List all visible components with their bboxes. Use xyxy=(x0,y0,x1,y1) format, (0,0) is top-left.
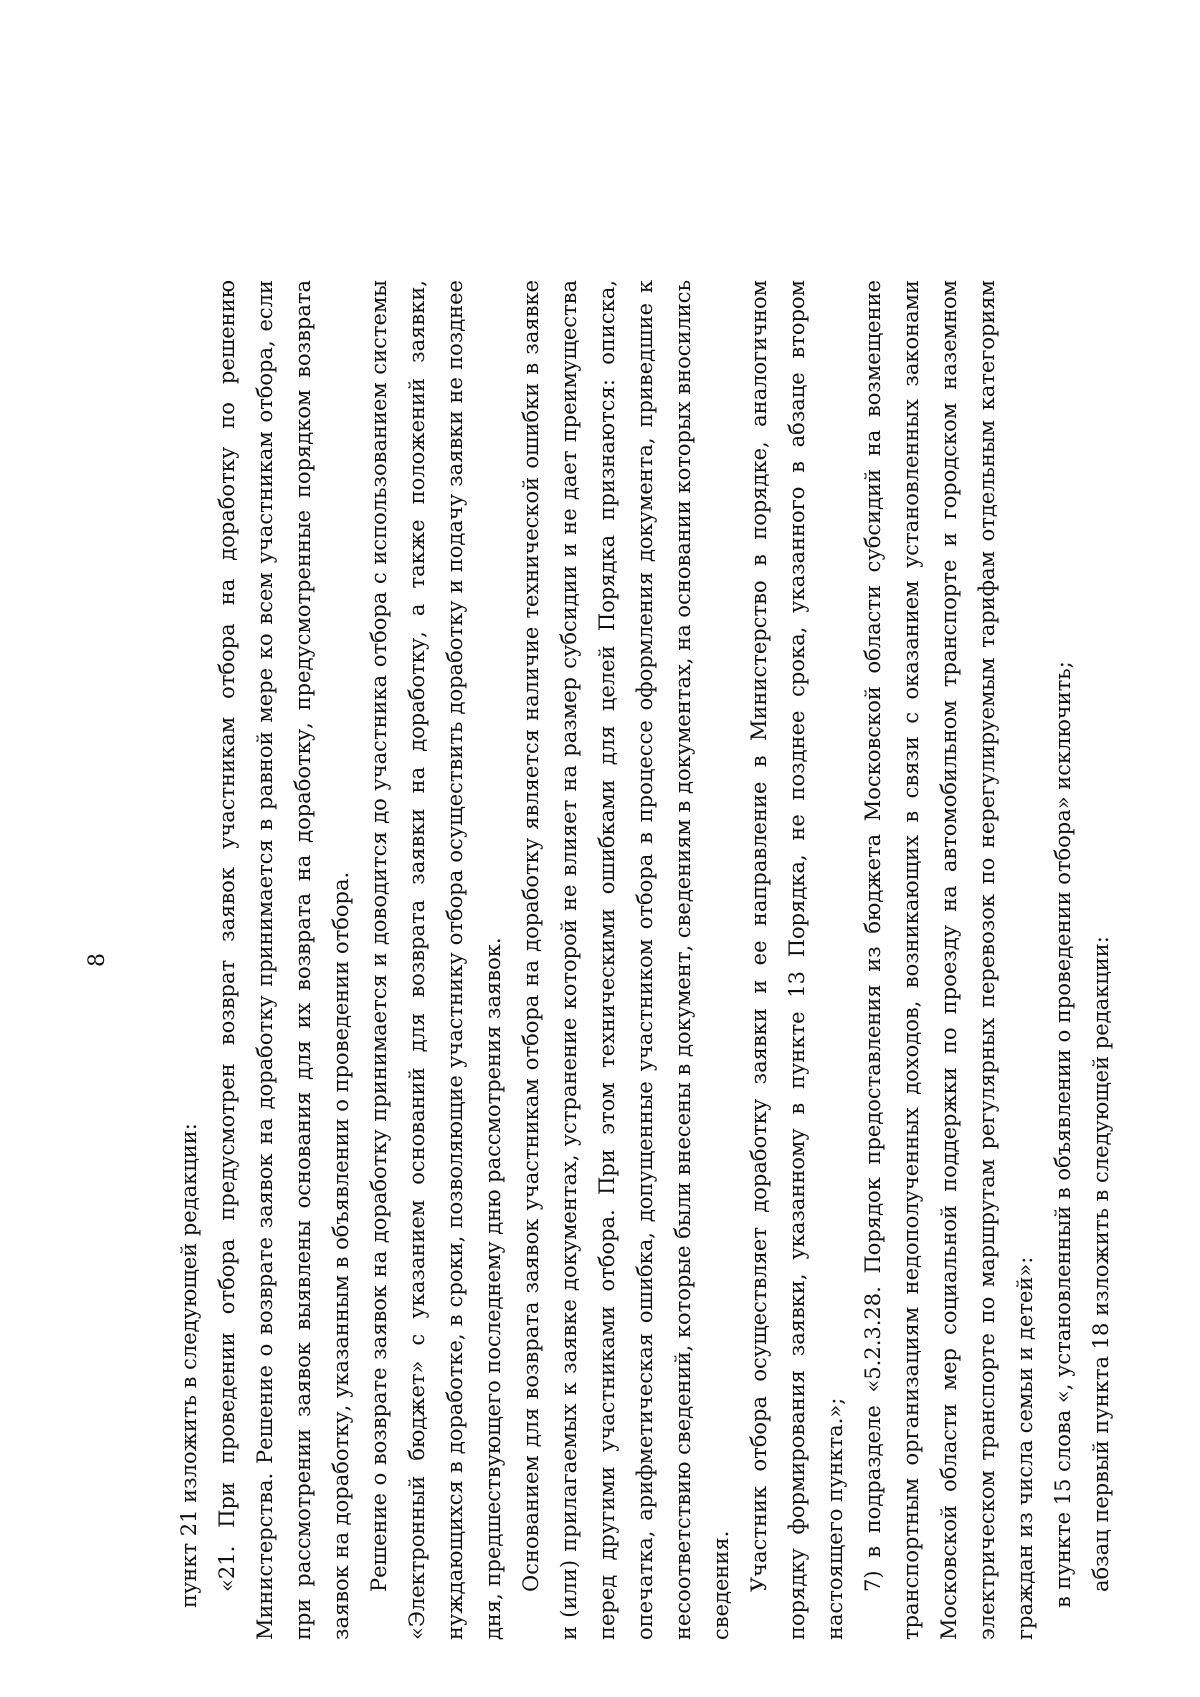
paragraph: «21. При проведении отбора предусмотрен возврат заявок участникам отбора на доработку по решению Министерства. Решение о возврате заявок на доработку принимается в равной мере ко всем участникам отбора, если при рассмотрении заявок выявлены основания для их возврата на доработку, предусмотренные порядком возврата заявок на доработку, указанным в объявлении о проведении отбора. xyxy=(215,280,353,1640)
paragraph: Решение о возврате заявок на доработку принимается и доводится до участника отбора с использованием системы «Электронный бюджет» с указанием оснований для возврата заявки на доработку, а также положений заявки, нуждающихся в доработке, в сроки, позволяющие участнику отбора осуществить доработку и подачу заявки не позднее дня, предшествующего последнему дню рассмотрения заявок. xyxy=(367,280,505,1640)
paragraph: Участник отбора осуществляет доработку заявки и ее направление в Министерство в порядке, аналогичном порядку формирования заявки, указанному в пункте 13 Порядка, не позднее срока, указанного в абзаце втором настоящего пункта.»; xyxy=(747,280,847,1640)
paragraph: абзац первый пункта 18 изложить в следующей редакции: xyxy=(1089,936,1113,1592)
paragraph: Основанием для возврата заявок участникам отбора на доработку является наличие технической ошибки в заявке и (или) прилагаемых к заявке документах, устранение которой не влияет на размер субсидии и не дает преимущества перед другими участниками отбора. При этом техническими ошибками для целей Порядка признаются: описка, опечатка, арифметическая ошибка, допущенные участником отбора в процессе оформления документа, приведшие к несоответствию сведений, которые были внесены в документ, сведениям в документах, на основании которых вносились сведения. xyxy=(519,280,733,1640)
document-body xyxy=(170,280,1120,1640)
paragraph: пункт 21 изложить в следующей редакции: xyxy=(177,1123,201,1608)
paragraph: в пункте 15 слова «, установленный в объявлении о проведении отбора» исключить; xyxy=(1051,661,1075,1608)
page-number: 8 xyxy=(85,953,110,967)
document-page xyxy=(85,240,1113,1680)
paragraph: 7) в подразделе «5.2.3.28. Порядок предоставления из бюджета Московской области субсидий на возмещение транспортным организациям недополученных доходов, возникающих в связи с оказанием установленных законами Московской области мер социальной поддержки по проезду на автомобильном транспорте и городском наземном электрическом транспорте по маршрутам регулярных перевозок по нерегулируемым тарифам отдельным категориям граждан из числа семьи и детей»: xyxy=(861,280,1037,1640)
